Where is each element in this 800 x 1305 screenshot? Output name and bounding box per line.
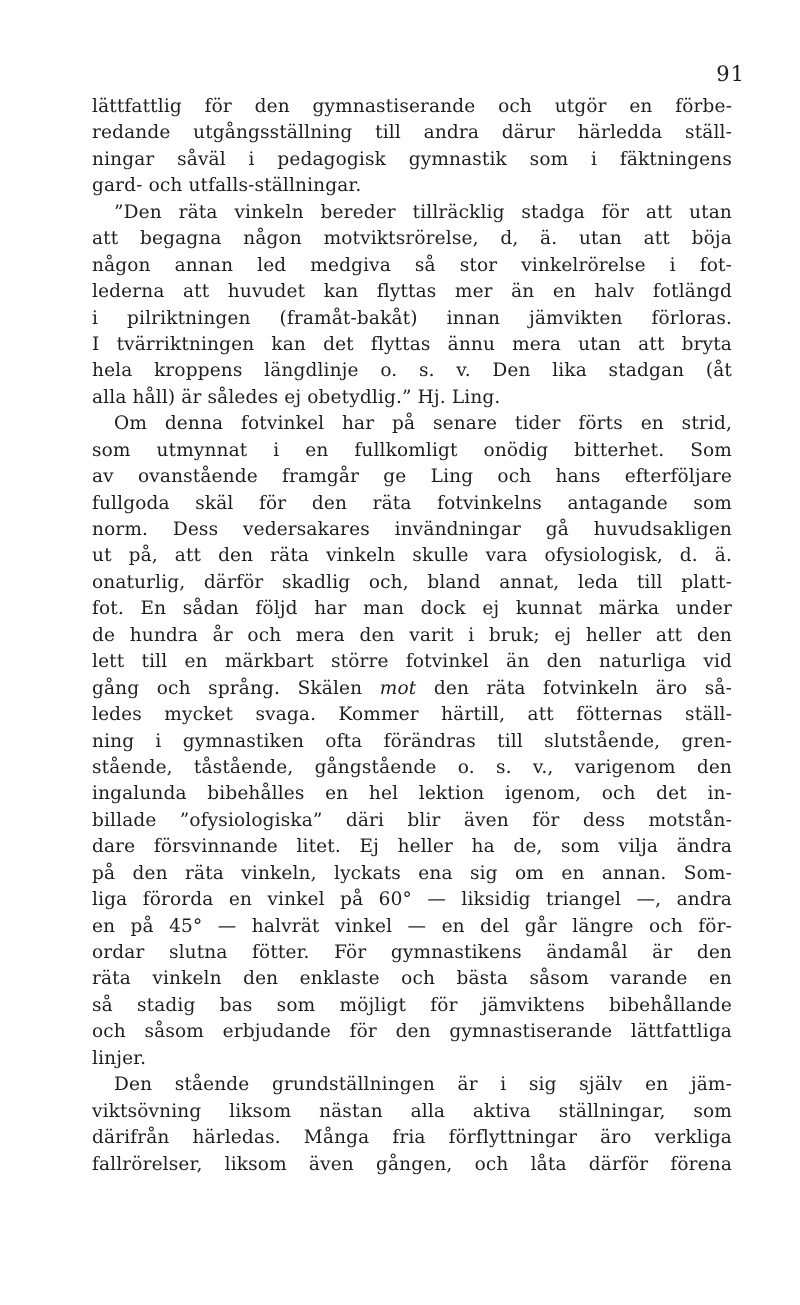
text-line: så stadig bas som möjligt för jämviktens bibehållande [92,994,732,1016]
text-line: en på 45° — halvrät vinkel — en del går längre och för- [92,915,732,937]
text-line: fallrörelser, liksom även gången, och låta därför förena [92,1153,732,1175]
text-line: ning i gymnastiken ofta förändras till slutstående, gren- [92,730,732,752]
text-line: räta vinkeln den enklaste och bästa såsom varande en [92,968,732,990]
text-line: alla håll) är således ej obetydlig.” Hj. Ling. [92,386,501,408]
text-line: ledes mycket svaga. Kommer härtill, att fötternas ställ- [92,704,732,726]
text-line: någon annan led medgiva så stor vinkelrörelse i fot- [92,254,732,276]
text-line: ingalunda bibehålles en hel lektion igenom, och det in- [92,783,732,805]
page-number: 91 [716,62,745,86]
text-line: onaturlig, därför skadlig och, bland annat, leda till platt- [92,571,732,593]
text-segment: den räta fotvinkeln äro så- [416,677,732,699]
text-line: ningar såväl i pedagogisk gymnastik som i fäktningens [92,148,732,170]
text-line: redande utgångsställning till andra därur härledda ställ- [92,122,732,144]
text-line: billade ”ofysiologiskа” däri blir även för dess motstån- [92,809,732,831]
text-line: fullgoda skäl för den räta fotvinkelns antagande som [92,492,732,514]
text-line: lättfattlig för den gymnastiserande och utgör en förbe- [92,96,732,117]
text-line: i pilriktningen (framåt-bakåt) innan jämvikten förloras. [92,307,732,329]
body-text [92,94,732,1178]
text-line: hela kroppens längdlinje o. s. v. Den lika stadgan (åt [92,360,732,382]
text-line: ut på, att den räta vinkeln skulle vara ofysiologisk, d. ä. [92,545,732,567]
text-line: lederna att huvudet kan flyttas mer än en halv fotlängd [92,281,732,303]
text-line: på den räta vinkeln, lyckats ena sig om en annan. Som- [92,862,732,884]
text-line: ordar slutna fötter. För gymnastikens ändamål är den [92,942,732,963]
text-line: lett till en märkbart större fotvinkel än den naturliga vid [92,651,732,673]
text-line: Om denna fotvinkel har på senare tider förts en strid, [114,413,732,435]
text-line: och såsom erbjudande för den gymnastiserande lättfattliga [92,1021,732,1043]
emphasized-word: mot [379,677,417,699]
text-line: gard- och utfalls-ställningar. [92,175,362,197]
text-line: stående, tåstående, gångstående o. s. v., varigenom den [92,756,732,778]
text-line: fot. En sådan följd har man dock ej kunnat märka under [92,598,732,620]
text-line: de hundra år och mera den varit i bruk; ej heller att den [92,624,732,646]
text-line: ”Den räta vinkeln bereder tillräcklig stadga för att utan [114,201,732,223]
text-line: viktsövning liksom nästan alla aktiva ställningar, som [92,1100,732,1122]
text-line: norm. Dess vedersakares invändningar gå huvudsakligen [92,519,732,540]
text-segment: gång och språng. Skälen [92,677,380,699]
text-line: Den stående grundställningen är i sig själv en jäm- [114,1074,732,1096]
text-line: att begagna någon motviktsrörelse, d, ä. utan att böja [92,228,732,250]
text-line: liga förorda en vinkel på 60° — liksidig triangel —, andra [92,889,732,911]
text-line [92,676,732,702]
text-line: dare försvinnande litet. Ej heller ha de, som vilja ändra [92,836,732,858]
text-line: linjer. [92,1047,147,1069]
text-line: som utmynnat i en fullkomligt onödig bitterhet. Som [92,439,732,461]
text-line: I tvärriktningen kan det flyttas ännu mera utan att bryta [92,333,732,355]
text-line: därifrån härledas. Många fria förflyttningar äro verkliga [92,1127,732,1149]
text-line: av ovanstående framgår ge Ling och hans efterföljare [92,466,732,488]
